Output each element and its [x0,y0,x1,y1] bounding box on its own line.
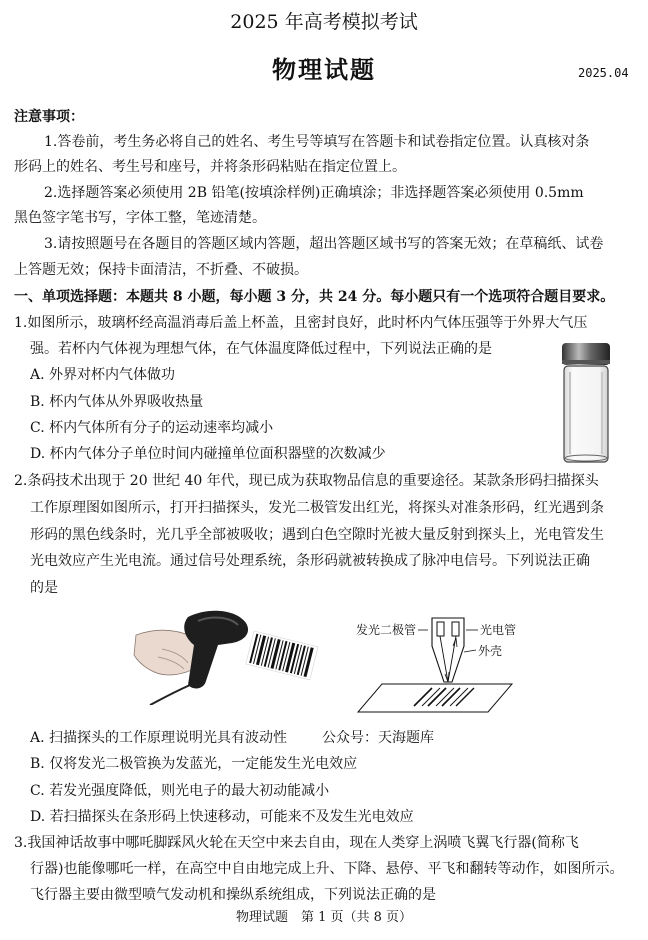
notice-title: 注意事项： [14,109,84,125]
q2-stem-line-5: 的是 [30,580,58,596]
glass-cup-figure [556,340,616,468]
notice-item-1-line-1: 1.答卷前，考生务必将自己的姓名、考生号等填写在答题卡和试卷指定位置。认真核对条 [44,134,590,150]
q2-stem-line-1: 2.条码技术出现于 20 世纪 40 年代，现已成为获取物品信息的重要途径。某款条形码扫描探头 [14,473,599,489]
section-heading: 一、单项选择题：本题共 8 小题，每小题 3 分，共 24 分。每小题只有一个选项符合题目要求。 [14,289,615,305]
q2-option-c: C. 若发光强度降低，则光电子的最大初动能减小 [30,783,330,799]
led-label: 发光二极管 [356,623,417,637]
page-footer: 物理试题 第 1 页（共 8 页） [235,910,413,925]
q3-stem-line-1: 3.我国神话故事中哪吒脚踩风火轮在天空中来去自由，现在人类穿上涡喷飞翼飞行器(简称飞 [14,835,579,851]
barcode-scanner-photo [128,605,328,705]
q3-stem-line-2: 行器)也能像哪吒一样，在高空中自由地完成上升、下降、悬停、平飞和翻转等动作，如图所示。 [30,861,624,877]
q3-stem-line-3: 飞行器主要由微型喷气发动机和操纵系统组成，下列说法正确的是 [30,887,436,903]
phototube-label: 光电管 [480,623,517,637]
paper-title: 物理试题 [272,55,376,84]
scanner-schematic-diagram [352,612,522,716]
notice-item-3-line-2: 上答题无效；保持卡面清洁，不折叠、不破损。 [14,262,308,278]
q2-stem-line-2: 工作原理图如图所示，打开扫描探头，发光二极管发出红光，将探头对准条形码，红光遇到条 [30,500,604,516]
shell-label: 外壳 [478,644,503,658]
q2-option-a-note: 公众号：天海题库 [322,730,434,746]
q2-option-a: A. 扫描探头的工作原理说明光具有波动性 [30,730,288,746]
exam-date: 2025.04 [578,66,629,80]
notice-item-3-line-1: 3.请按照题号在各题目的答题区域内答题，超出答题区域书写的答案无效；在草稿纸、试卷 [44,236,604,252]
q2-option-b: B. 仅将发光二极管换为发蓝光，一定能发生光电效应 [30,756,358,772]
q2-option-d: D. 若扫描探头在条形码上快速移动，可能来不及发生光电效应 [30,809,414,825]
q1-stem-line-2: 强。若杯内气体视为理想气体，在气体温度降低过程中，下列说法正确的是 [30,341,492,357]
q1-option-a: A. 外界对杯内气体做功 [30,367,176,383]
q2-stem-line-3: 形码的黑色线条时，光几乎全部被吸收；遇到白色空隙时光被大量反射到探头上，光电管发生 [30,527,604,543]
q1-stem-line-1: 1.如图所示，玻璃杯经高温消毒后盖上杯盖，且密封良好，此时杯内气体压强等于外界大气压 [14,315,588,331]
exam-title: 2025 年高考模拟考试 [230,11,418,33]
q1-option-d: D. 杯内气体分子单位时间内碰撞单位面积器壁的次数减少 [30,446,386,462]
notice-item-2-line-1: 2.选择题答案必须使用 2B 铅笔(按填涂样例)正确填涂；非选择题答案必须使用 0.5mm [44,185,584,201]
notice-item-2-line-2: 黑色签字笔书写，字体工整，笔迹清楚。 [14,210,266,226]
notice-item-1-line-2: 形码上的姓名、考生号和座号，并将条形码粘贴在指定位置上。 [14,159,406,175]
q1-option-c: C. 杯内气体所有分子的运动速率均减小 [30,420,274,436]
q2-stem-line-4: 光电效应产生光电流。通过信号处理系统，条形码就被转换成了脉冲电信号。下列说法正确 [30,553,590,569]
q1-option-b: B. 杯内气体从外界吸收热量 [30,394,204,410]
